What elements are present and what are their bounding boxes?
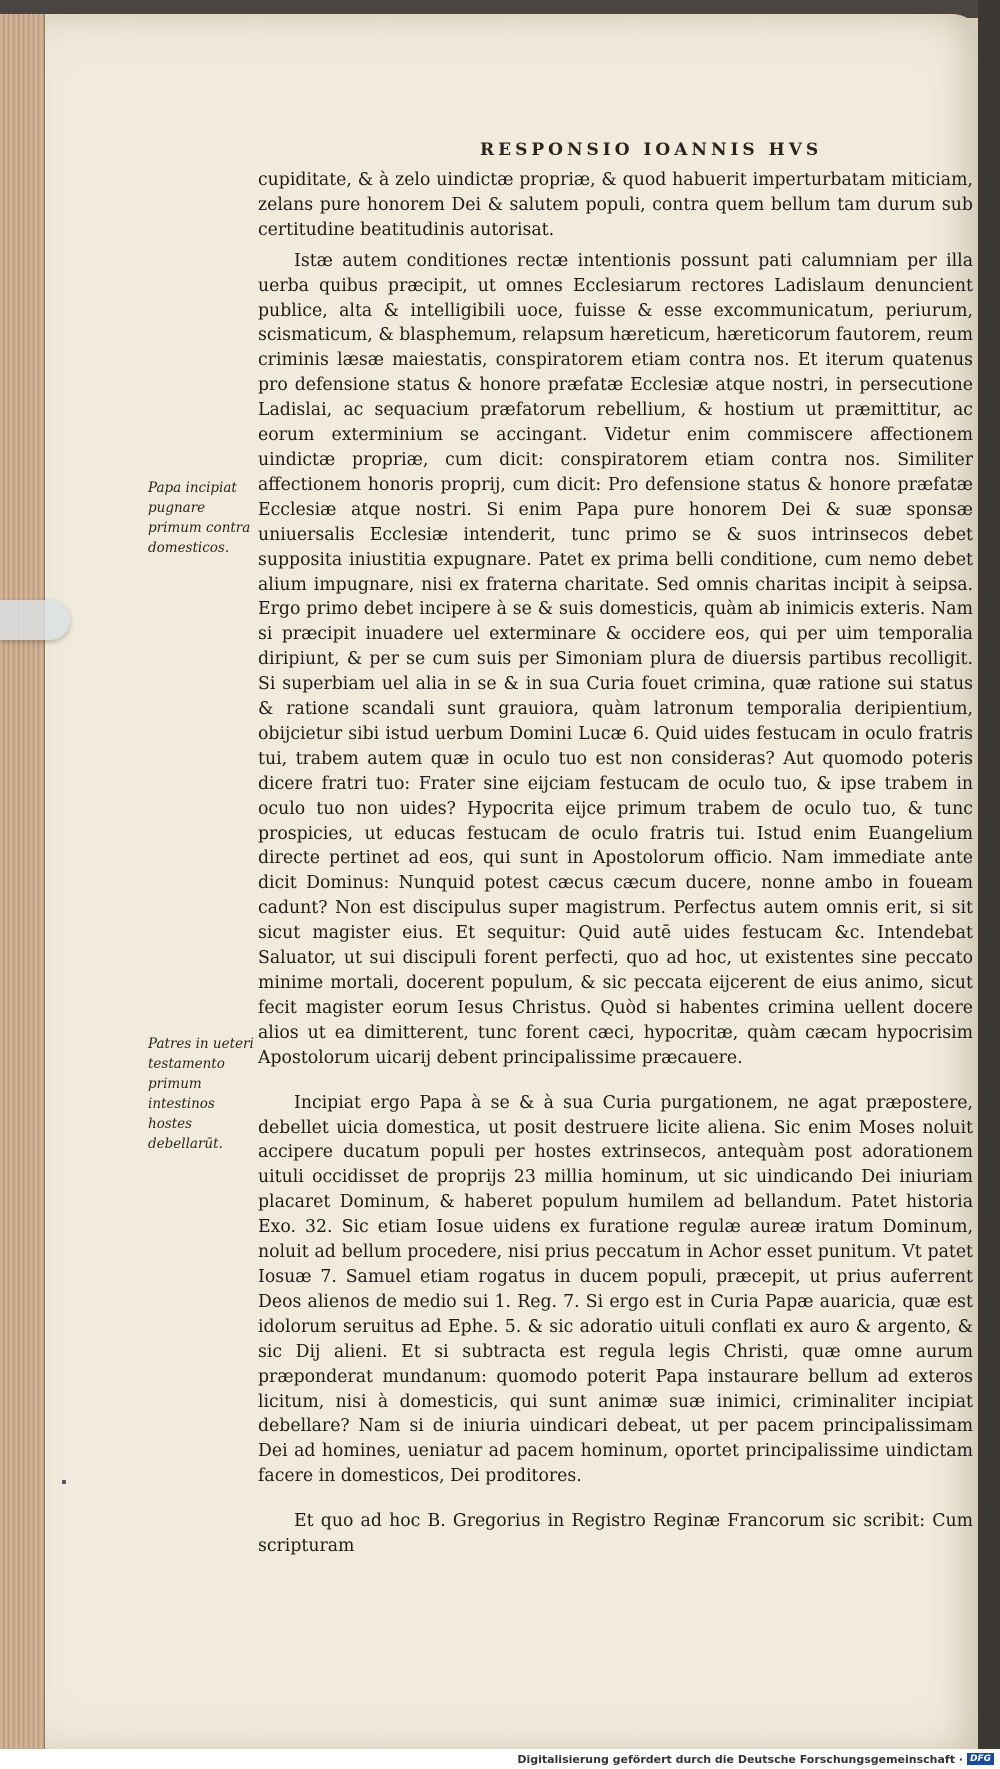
digitization-footer	[0, 1749, 1000, 1769]
marginal-note: Patres in ueteri testamento primum intestinos hostes debellarūt.	[148, 1036, 254, 1152]
marginal-note: Papa incipiat pugnare primum contra domesticos.	[148, 480, 251, 556]
dfg-logo: DFG	[967, 1753, 994, 1765]
paragraph: Et quo ad hoc B. Gregorius in Registro Reginæ Francorum sic scribit: Cum scripturam	[258, 1511, 973, 1557]
page-clip	[0, 600, 70, 640]
ink-speck	[62, 1480, 66, 1484]
footer-credit: Digitalisierung gefördert durch die Deutsche Forschungsgemeinschaft ·	[517, 1752, 963, 1766]
body-text	[258, 168, 973, 1559]
running-head: RESPONSIO IOANNIS HVS	[480, 140, 823, 160]
paragraph: cupiditate, & à zelo uindictæ propriæ, & quod habuerit imperturbatam miticiam, zelans pure honorem Dei & salutem populi, contra quem bellum tam durum sub certitudine beatitudinis autorisat.	[258, 170, 973, 240]
paragraph: Istæ autem conditiones rectæ intentionis possunt pati calumniam per illa uerba quibus præcipit, ut omnes Ecclesiarum rectores Ladislaum denuncient publice, alta & intelligibili uoce, fuisse & esse excommunicatum, periurum, scismaticum, & blasphemum, relapsum hæreticum, hæreticorum fautorem, reum criminis læsæ maiestatis, conspiratorem etiam contra nos. Et iterum quatenus pro defensione status & honore præfatæ Ecclesiæ atque nostri, in persecutione Ladislai, ac sequacium præfatorum rebellium, & hostium ut præmittitur, ac eorum exterminium se accingant. Videtur enim commiscere affectionem uindictæ propriæ, cum dicit: conspiratorem etiam contra nos. Similiter affectionem honoris proprij, cum dicit: Pro defensione status & honore præfatæ Ecclesiæ atque nostri. Si enim Papa pure honorem Dei & suæ sponsæ uniuersalis Ecclesiæ intenderit, tunc primo se & suos intrinsecos debet supposita iniustitia expugnare. Patet ex prima belli conditione, cum nemo debet alium impugnare, nisi ex fraterna charitate. Sed omnis charitas incipit à seipsa. Ergo primo debet incipere à se & suis domesticis, quàm ab inimicis exteris. Nam si præcipit inuadere uel exterminare & occidere eos, qui per uim temporalia diripiunt, & per se cum suis per Simoniam plura de diuersis partibus recolligit. Si superbiam uel alia in se & in sua Curia fouet crimina, quæ ratione sui status & ratione scandali sunt grauiora, quàm latronum temporalia deripientium, obijcietur sibi istud uerbum Domini Lucæ 6. Quid uides festucam in oculo fratris tui, trabem autem quæ in oculo tuo est non consideras? Aut quomodo poteris dicere fratri tuo: Frater sine eijciam festucam de oculo tuo, & ipse trabem in oculo tuo non uides? Hypocrita eijce primum trabem de oculo tuo, & tunc prospicies, ut educas festucam de oculo fratris tui. Istud enim Euangelium directe pertinet ad eos, qui sunt in Apostolorum officio. Nam immediate ante dicit Dominus: Nunquid potest cæcus cæcum ducere, nonne ambo in foueam cadunt? Non est discipulus super magistrum. Perfectus autem omnis erit, si sit sicut magister eius. Et sequitur: Quid autē uides festucam &c. Intendebat Saluator, ut sui discipuli forent perfecti, quo ad hoc, ut existentes sine peccato minime mortali, docerent populum, & sic peccata eijcerent de eius animo, sicut fecit magister eorum Iesus Christus. Quòd si habentes crimina uellent docere alios ut ea dimitterent, tunc forent cæci, hypocritæ, quàm cæcam hypocrisim Apostolorum uicarij debent principalissime præcauere.	[258, 250, 973, 1068]
scan-background-edge	[978, 0, 1000, 1769]
book-fore-edge	[0, 14, 45, 1754]
paragraph: Incipiat ergo Papa à se & à sua Curia purgationem, ne agat præpostere, debellet uicia domestica, ut posit destruere licite aliena. Sic enim Moses noluit accipere ducatum populi per hostes extrinsecos, antequàm post adorationem uituli occidisset de proprijs 23 millia hominum, ut sic uindicando Dei iniuriam placaret Dominum, & haberet populum humilem ad bellandum. Patet historia Exo. 32. Sic etiam Iosue uidens ex furatione regulæ aureæ iratum Dominum, noluit ad bellum procedere, nisi prius peccatum in Achor esset punitum. Vt patet Iosuæ 7. Samuel etiam rogatus in ducem populi, præcepit, ut prius auferrent Deos alienos de medio sui 1. Reg. 7. Si ergo est in Curia Papæ auaricia, quæ est idolorum seruitus ad Ephe. 5. & sic adoratio uituli conflati ex auro & argento, & sic Dij alieni. Et si subtracta est regula legis Christi, quæ omne aurum præponderat mundanum: quomodo poterit Papa instaurare bellum ad exteros licitum, nisi à domesticis, qui sunt animæ suæ inimici, criminaliter incipiat debellare? Nam si de iniuria uindicari debeat, ut per pacem principalissimam Dei ad homines, ueniatur ad pacem hominum, oportet principalissime uindictam facere in domesticos, Dei proditores.	[258, 1092, 973, 1487]
